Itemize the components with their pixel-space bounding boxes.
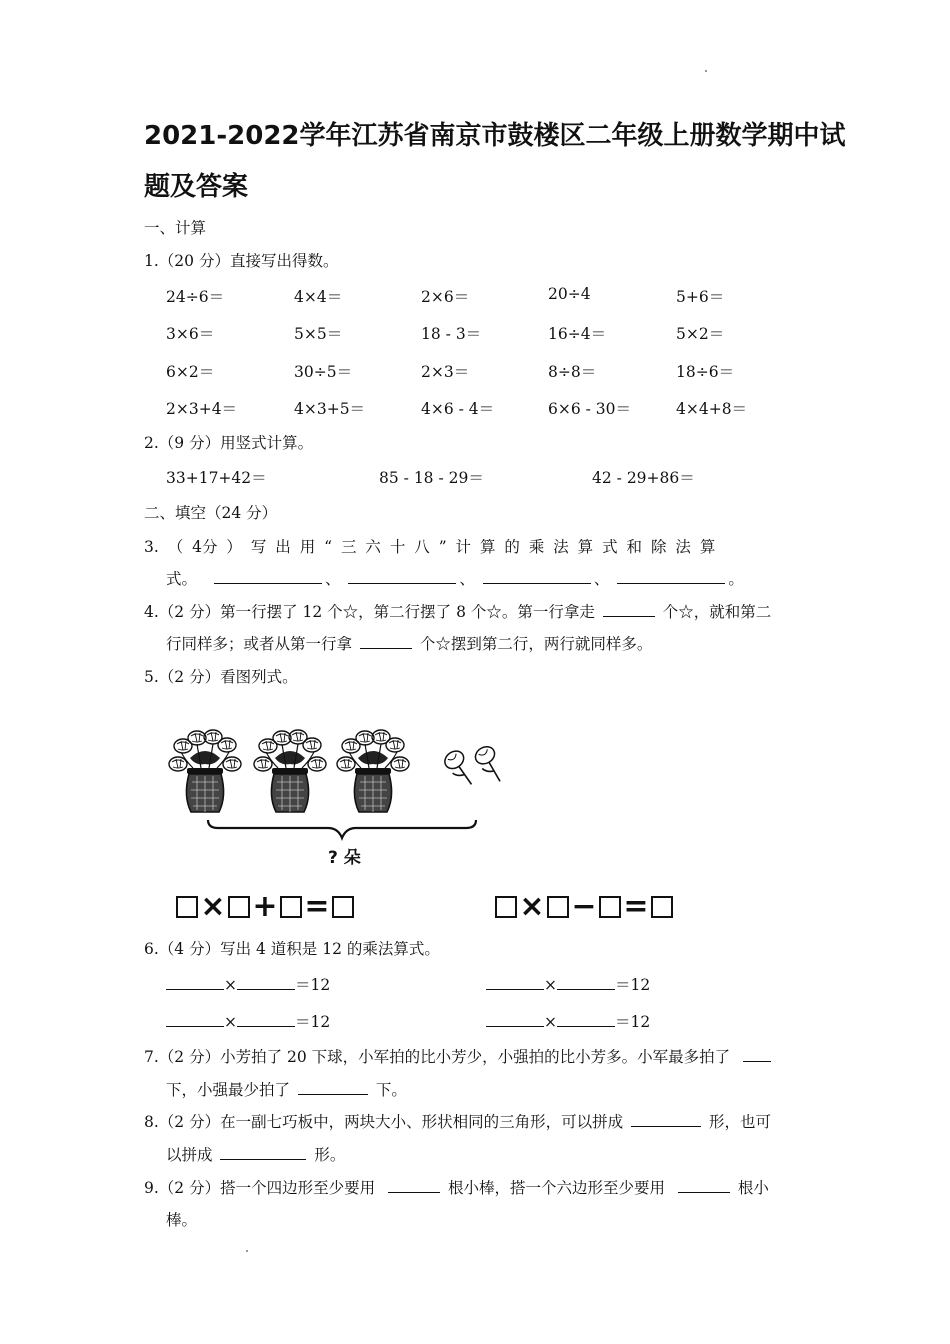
answer-blank[interactable] [237,974,295,990]
question-4-line: 行同样多；或者从第一行拿 个☆摆到第二行，两行就同样多。 [166,635,653,653]
math-problem: 16÷4＝ [548,325,607,343]
question-7-line: 下，小强最少拍了 下。 [166,1081,407,1099]
answer-blank[interactable] [603,601,655,617]
question-3-answers: 式。 、 、 、 。 [166,570,744,588]
math-problem: 2×6＝ [421,288,470,306]
answer-blank[interactable] [348,568,456,584]
question-9-line: 棒。 [166,1211,198,1229]
question-6-stem: 6.（4 分）写出 4 道积是 12 的乘法算式。 [144,940,440,958]
answer-blank[interactable] [617,568,725,584]
scan-speck [705,70,707,72]
page-title-continued: 题及答案 [144,172,249,202]
vertical-calc-item: 33+17+42＝ [166,469,267,487]
equation-result: ＝12 [295,976,331,994]
vertical-calc-item: 85 - 18 - 29＝ [379,469,484,487]
math-problem: 2×3＝ [421,363,470,381]
math-problem: 24÷6＝ [166,288,225,306]
question-9-line: 9.（2 分）搭一个四边形至少要用 根小棒，搭一个六边形至少要用 根小 [144,1179,769,1197]
equation-result: ＝12 [615,976,651,994]
math-problem: 8÷8＝ [548,363,597,381]
answer-blank[interactable] [678,1177,730,1193]
question-8-line: 以拼成 形。 [166,1146,346,1164]
answer-blank[interactable] [486,974,544,990]
vertical-calc-item: 42 - 29+86＝ [592,469,695,487]
times-sign: × [544,976,557,994]
multiplication-equation [486,973,650,995]
math-problem: 6×6 - 30＝ [548,400,632,418]
question-2-stem: 2.（9 分）用竖式计算。 [144,434,314,452]
answer-box[interactable] [651,896,673,918]
multiplication-equation [166,973,330,995]
math-problem: 5+6＝ [676,288,725,306]
math-problem: 18 - 3＝ [421,325,482,343]
answer-blank[interactable] [166,1011,224,1027]
answer-blank[interactable] [220,1144,306,1160]
math-problem: 4×4＝ [294,288,343,306]
equation-result: ＝12 [295,1013,331,1031]
math-problem: 4×4+8＝ [676,400,748,418]
answer-blank[interactable] [483,568,591,584]
answer-box[interactable] [280,896,302,918]
answer-blank[interactable] [388,1177,440,1193]
math-problem: 30÷5＝ [294,363,353,381]
answer-blank[interactable] [631,1111,701,1127]
math-problem: 6×2＝ [166,363,215,381]
question-8-line: 8.（2 分）在一副七巧板中，两块大小、形状相同的三角形，可以拼成 形，也可 [144,1113,771,1131]
answer-blank[interactable] [486,1011,544,1027]
math-problem: 18÷6＝ [676,363,735,381]
question-3-text: 3. （ 4分 ） 写 出 用 “ 三 六 十 八 ” 计 算 的 乘 法 算 式 和 除 法 算 [144,538,716,556]
multiplication-equation [166,1010,330,1032]
math-problem: 4×6 - 4＝ [421,400,495,418]
page-title: 2021-2022学年江苏省南京市鼓楼区二年级上册数学期中试 [144,121,846,151]
answer-blank[interactable] [298,1079,368,1095]
brace-label: ? 朵 [328,848,361,868]
times-sign: × [224,1013,237,1031]
math-problem: 5×5＝ [294,325,343,343]
answer-blank[interactable] [557,1011,615,1027]
equation-template-subtract: × − = [495,892,673,922]
math-problem: 4×3+5＝ [294,400,366,418]
answer-box[interactable] [176,896,198,918]
scan-speck [246,1250,248,1252]
answer-blank[interactable] [237,1011,295,1027]
times-sign: × [544,1013,557,1031]
answer-box[interactable] [599,896,621,918]
answer-blank[interactable] [166,974,224,990]
answer-box[interactable] [547,896,569,918]
answer-blank[interactable] [214,568,322,584]
answer-box[interactable] [332,896,354,918]
question-4-line: 4.（2 分）第一行摆了 12 个☆，第二行摆了 8 个☆。第一行拿走 个☆，就和第二 [144,603,772,621]
answer-blank[interactable] [743,1046,771,1062]
answer-blank[interactable] [557,974,615,990]
question-3-line [144,535,808,557]
question-5-stem: 5.（2 分）看图列式。 [144,668,298,686]
math-problem: 20÷4 [548,285,591,303]
answer-blank[interactable] [360,633,412,649]
section-heading: 一、计算 [144,219,207,237]
equation-template-add: × + = [176,892,354,922]
equation-result: ＝12 [615,1013,651,1031]
math-problem: 5×2＝ [676,325,725,343]
answer-box[interactable] [495,896,517,918]
section-heading: 二、填空（24 分） [144,504,278,522]
answer-box[interactable] [228,896,250,918]
math-problem: 2×3+4＝ [166,400,238,418]
question-1-stem: 1.（20 分）直接写出得数。 [144,252,339,270]
multiplication-equation [486,1010,650,1032]
question-7-line: 7.（2 分）小芳拍了 20 下球，小军拍的比小芳少，小强拍的比小芳多。小军最多拍了 [144,1045,774,1067]
math-problem: 3×6＝ [166,325,215,343]
times-sign: × [224,976,237,994]
